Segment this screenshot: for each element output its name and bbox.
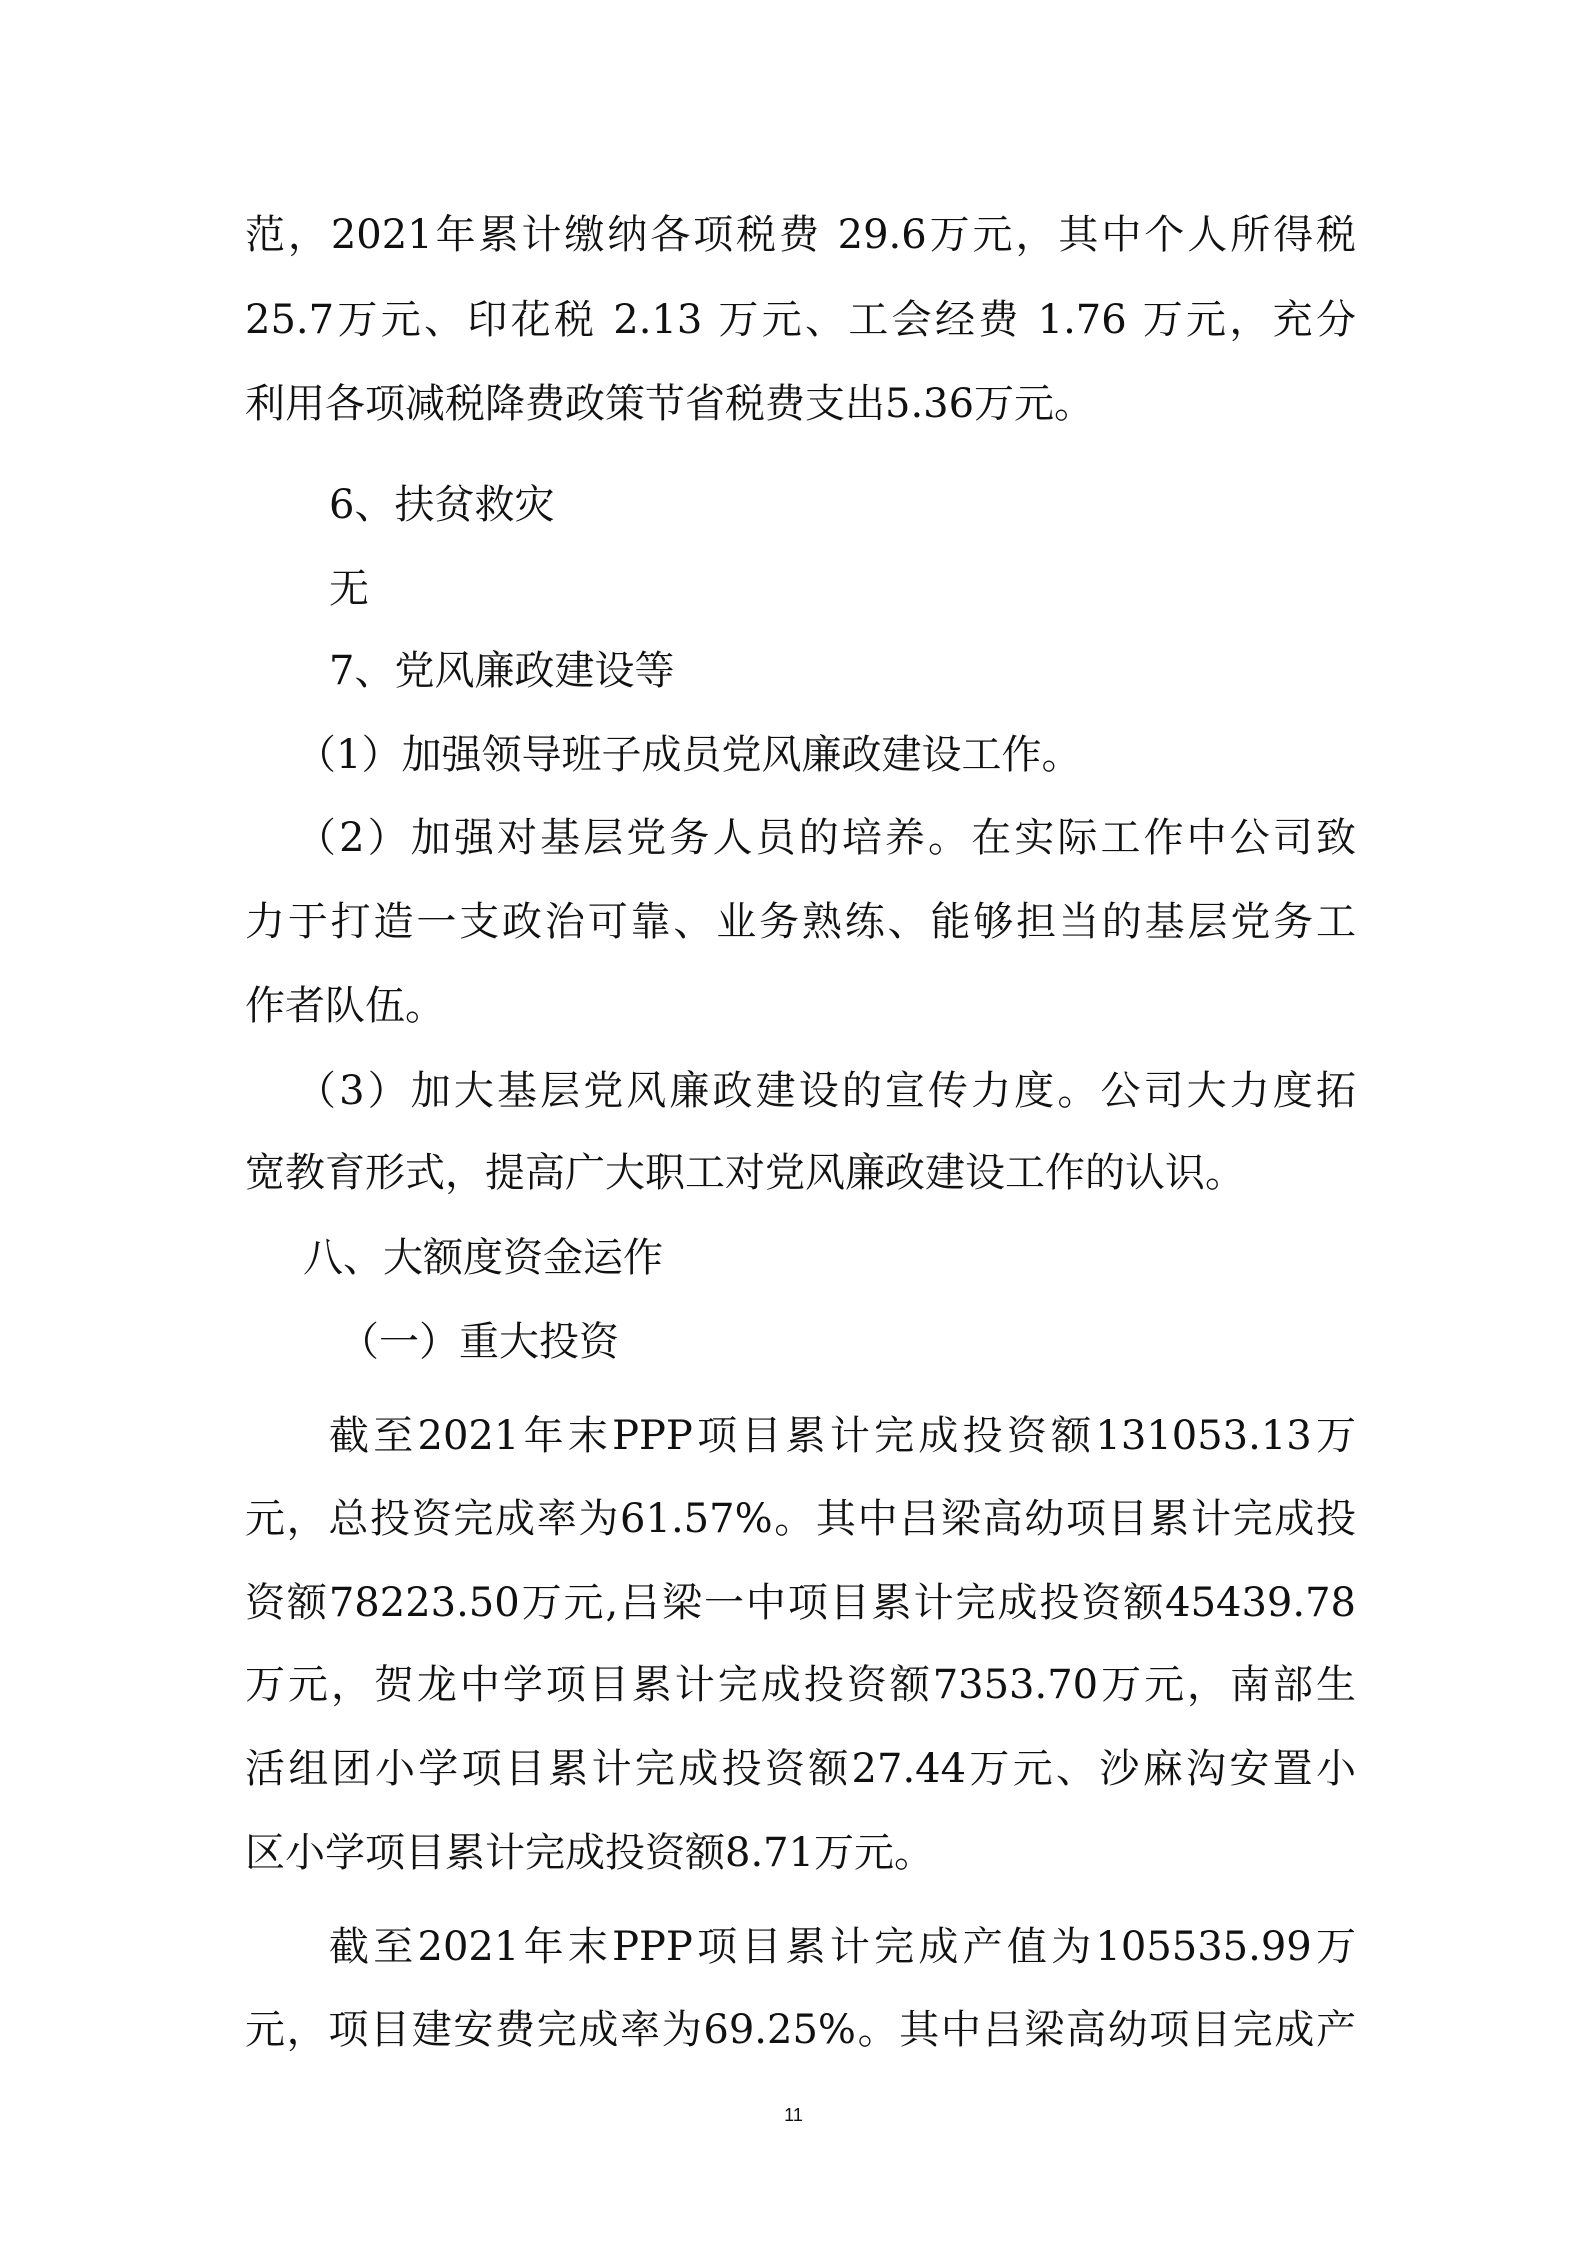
text-line: 活组团小学项目累计完成投资额27.44万元、沙麻沟安置小	[245, 1746, 1356, 1792]
text-line: 区小学项目累计完成投资额8.71万元。	[245, 1830, 935, 1876]
text-line: 范，2021年累计缴纳各项税费 29.6万元，其中个人所得税	[245, 212, 1356, 258]
text-line: 力于打造一支政治可靠、业务熟练、能够担当的基层党务工	[245, 899, 1356, 945]
subsection-heading: （一）重大投资	[339, 1319, 619, 1365]
text-line: 截至2021年末PPP项目累计完成产值为105535.99万	[329, 1924, 1356, 1970]
text-line: （2）加强对基层党务人员的培养。在实际工作中公司致	[296, 815, 1356, 861]
text-line: 元，总投资完成率为61.57%。其中吕梁高幼项目累计完成投	[245, 1496, 1356, 1542]
text-line: 万元，贺龙中学项目累计完成投资额7353.70万元，南部生	[245, 1662, 1356, 1708]
text-line: 作者队伍。	[245, 983, 445, 1029]
text-line: 无	[329, 566, 369, 612]
text-line: 宽教育形式，提高广大职工对党风廉政建设工作的认识。	[245, 1150, 1245, 1196]
text-line: （3）加大基层党风廉政建设的宣传力度。公司大力度拓	[296, 1068, 1356, 1114]
text-line: （1）加强领导班子成员党风廉政建设工作。	[296, 732, 1082, 778]
section-heading: 6、扶贫救灾	[329, 482, 555, 528]
section-heading: 7、党风廉政建设等	[329, 648, 675, 694]
text-line: 利用各项减税降费政策节省税费支出5.36万元。	[245, 381, 1095, 427]
page-number: 11	[784, 2105, 803, 2125]
text-line: 元，项目建安费完成率为69.25%。其中吕梁高幼项目完成产	[245, 2007, 1356, 2053]
section-heading: 八、大额度资金运作	[303, 1235, 663, 1281]
text-line: 25.7万元、印花税 2.13 万元、工会经费 1.76 万元，充分	[245, 297, 1356, 343]
text-line: 资额78223.50万元,吕梁一中项目累计完成投资额45439.78	[245, 1580, 1356, 1626]
text-line: 截至2021年末PPP项目累计完成投资额131053.13万	[329, 1413, 1356, 1459]
